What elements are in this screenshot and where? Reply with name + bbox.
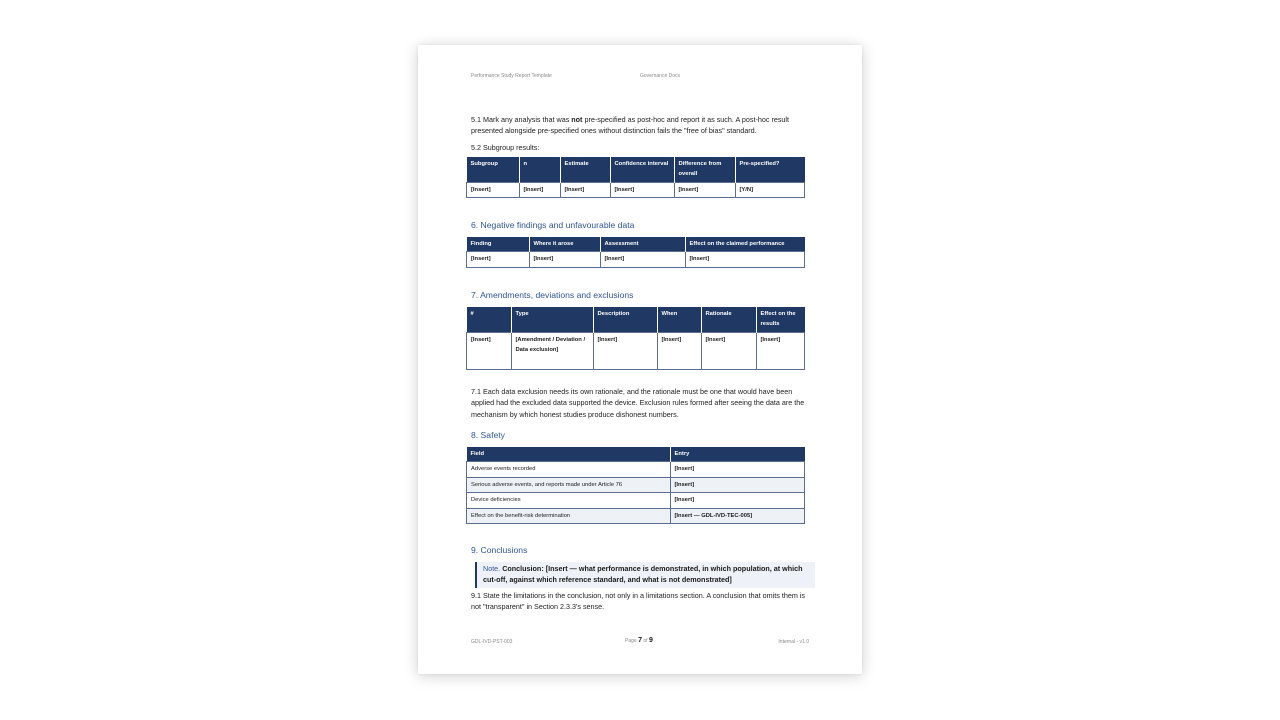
section-8-heading: 8. Safety bbox=[471, 430, 505, 440]
table-header: Estimate bbox=[560, 157, 610, 182]
table-cell: [Insert] bbox=[593, 332, 657, 369]
table-cell: [Insert] bbox=[467, 252, 530, 268]
safety-entry: [Insert] bbox=[670, 493, 805, 509]
safety-entry: [Insert — GDL-IVD-TEC-005] bbox=[670, 508, 805, 524]
table-header: Field bbox=[467, 447, 671, 462]
note-text: Conclusion: [Insert — what performance is demonstrated, in which population, at which cut-off, against which reference standard, and what is not demonstrated] bbox=[483, 564, 803, 585]
table-cell: [Insert] bbox=[701, 332, 756, 369]
table-header: Confidence interval bbox=[610, 157, 674, 182]
table-cell: [Insert] bbox=[674, 182, 735, 198]
table-header: Difference from overall bbox=[674, 157, 735, 182]
table-header: When bbox=[657, 307, 701, 332]
table-cell: [Insert] bbox=[610, 182, 674, 198]
table-cell: [Insert] bbox=[529, 252, 600, 268]
footer-doc-id: GDL-IVD-PST-003 bbox=[471, 639, 513, 645]
document-page bbox=[418, 45, 862, 674]
table-header: Effect on the claimed performance bbox=[685, 237, 805, 252]
safety-field: Effect on the benefit-risk determination bbox=[467, 508, 671, 524]
note-label: Note. bbox=[483, 564, 501, 573]
table-header: Assessment bbox=[600, 237, 685, 252]
table-cell: [Amendment / Deviation / Data exclusion] bbox=[511, 332, 593, 369]
para-bold: not bbox=[571, 115, 583, 124]
para-text: pre-specified as post-hoc and report it as such. A post-hoc result presented alongside pre-specified ones without distinction fails the "free of bias" standard. bbox=[471, 115, 790, 136]
paragraph-7-1: 7.1 Each data exclusion needs its own rationale, and the rationale must be one that would have been applied had the excluded data supported the device. Exclusion rules formed after seeing the data are the mechanism by which honest studies produce dishonest numbers. bbox=[471, 387, 805, 419]
table-cell: [Insert] bbox=[467, 332, 512, 369]
table-header: Effect on the results bbox=[756, 307, 805, 332]
page-current: 7 bbox=[638, 637, 642, 644]
amendments-table bbox=[466, 307, 805, 370]
table-header: Finding bbox=[467, 237, 530, 252]
safety-entry: [Insert] bbox=[670, 477, 805, 493]
safety-field: Adverse events recorded bbox=[467, 462, 671, 478]
table-cell: [Insert] bbox=[756, 332, 805, 369]
footer-version: Internal - v1.0 bbox=[778, 639, 809, 645]
table-header: Type bbox=[511, 307, 593, 332]
table-cell: [Insert] bbox=[685, 252, 805, 268]
table-header: # bbox=[467, 307, 512, 332]
para-text: Mark any analysis that was bbox=[481, 115, 572, 124]
table-header: n bbox=[519, 157, 560, 182]
table-header: Subgroup bbox=[467, 157, 520, 182]
table-header: Entry bbox=[670, 447, 805, 462]
table-header: Pre-specified? bbox=[735, 157, 805, 182]
table-cell: [Insert] bbox=[657, 332, 701, 369]
safety-table bbox=[466, 447, 805, 524]
table-header: Where it arose bbox=[529, 237, 600, 252]
page-total: 9 bbox=[648, 637, 653, 644]
page-of: of bbox=[643, 638, 648, 644]
table-cell: [Y/N] bbox=[735, 182, 805, 198]
negative-findings-table bbox=[466, 237, 805, 268]
paragraph-5-1 bbox=[471, 114, 811, 137]
safety-field: Device deficiencies bbox=[467, 493, 671, 509]
table-header: Rationale bbox=[701, 307, 756, 332]
footer-page-number bbox=[625, 637, 653, 644]
para-number: 5.1 bbox=[471, 115, 481, 124]
table-cell: [Insert] bbox=[560, 182, 610, 198]
safety-field: Serious adverse events, and reports made under Article 76 bbox=[467, 477, 671, 493]
paragraph-9-1: 9.1 State the limitations in the conclusion, not only in a limitations section. A conclusion that omits them is not "transparent" in Section 2.3.3's sense. bbox=[471, 591, 805, 612]
section-6-heading: 6. Negative findings and unfavourable data bbox=[471, 220, 635, 230]
header-center: Governance Docs bbox=[640, 73, 681, 79]
section-7-heading: 7. Amendments, deviations and exclusions bbox=[471, 290, 634, 300]
table-cell: [Insert] bbox=[467, 182, 520, 198]
header-left: Performance Study Report Template bbox=[471, 73, 552, 79]
table-header: Description bbox=[593, 307, 657, 332]
safety-entry: [Insert] bbox=[670, 462, 805, 478]
paragraph-5-2: 5.2 Subgroup results: bbox=[471, 143, 540, 152]
section-9-heading: 9. Conclusions bbox=[471, 545, 528, 555]
table-cell: [Insert] bbox=[519, 182, 560, 198]
subgroup-table bbox=[466, 157, 805, 198]
conclusion-note bbox=[475, 562, 815, 588]
table-cell: [Insert] bbox=[600, 252, 685, 268]
page-label: Page bbox=[625, 638, 637, 644]
